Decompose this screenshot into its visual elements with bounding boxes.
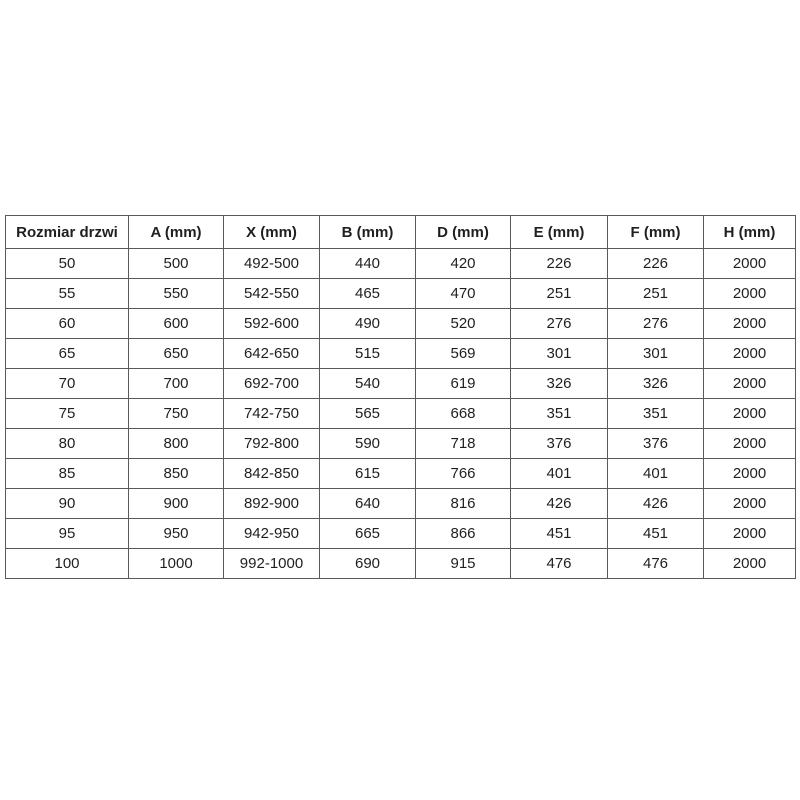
table-cell: 465 — [320, 279, 416, 309]
table-cell: 75 — [6, 399, 129, 429]
column-header-x-mm: X (mm) — [224, 216, 320, 249]
column-header-h-mm: H (mm) — [704, 216, 796, 249]
table-cell: 2000 — [704, 399, 796, 429]
table-cell: 470 — [416, 279, 511, 309]
table-cell: 85 — [6, 459, 129, 489]
column-header-b-mm: B (mm) — [320, 216, 416, 249]
table-cell: 55 — [6, 279, 129, 309]
table-cell: 542-550 — [224, 279, 320, 309]
table-cell: 2000 — [704, 429, 796, 459]
table-row — [6, 519, 796, 549]
table-cell: 326 — [608, 369, 704, 399]
table-cell: 95 — [6, 519, 129, 549]
column-header-e-mm: E (mm) — [511, 216, 608, 249]
table-row — [6, 399, 796, 429]
table-cell: 850 — [129, 459, 224, 489]
table-cell: 326 — [511, 369, 608, 399]
table-cell: 619 — [416, 369, 511, 399]
table-cell: 426 — [608, 489, 704, 519]
table-cell: 440 — [320, 249, 416, 279]
table-cell: 2000 — [704, 309, 796, 339]
table-cell: 426 — [511, 489, 608, 519]
table-cell: 490 — [320, 309, 416, 339]
table-cell: 650 — [129, 339, 224, 369]
table-cell: 251 — [608, 279, 704, 309]
table-cell: 668 — [416, 399, 511, 429]
table-cell: 992-1000 — [224, 549, 320, 579]
table-cell: 642-650 — [224, 339, 320, 369]
table-cell: 376 — [511, 429, 608, 459]
table-cell: 351 — [608, 399, 704, 429]
table-cell: 70 — [6, 369, 129, 399]
table-cell: 800 — [129, 429, 224, 459]
table-cell: 226 — [511, 249, 608, 279]
table-row — [6, 459, 796, 489]
column-header-d-mm: D (mm) — [416, 216, 511, 249]
table-cell: 592-600 — [224, 309, 320, 339]
table-cell: 1000 — [129, 549, 224, 579]
table-cell: 792-800 — [224, 429, 320, 459]
table-row — [6, 369, 796, 399]
table-cell: 569 — [416, 339, 511, 369]
table-cell: 892-900 — [224, 489, 320, 519]
table-cell: 276 — [511, 309, 608, 339]
table-row — [6, 549, 796, 579]
table-cell: 401 — [511, 459, 608, 489]
table-cell: 540 — [320, 369, 416, 399]
table-cell: 301 — [511, 339, 608, 369]
table-cell: 742-750 — [224, 399, 320, 429]
table-cell: 60 — [6, 309, 129, 339]
table-row — [6, 279, 796, 309]
table-cell: 2000 — [704, 279, 796, 309]
table-cell: 915 — [416, 549, 511, 579]
table-cell: 950 — [129, 519, 224, 549]
table-row — [6, 339, 796, 369]
table-cell: 640 — [320, 489, 416, 519]
table-cell: 420 — [416, 249, 511, 279]
table-cell: 226 — [608, 249, 704, 279]
table-cell: 665 — [320, 519, 416, 549]
table-cell: 80 — [6, 429, 129, 459]
table-cell: 476 — [511, 549, 608, 579]
column-header-a-mm: A (mm) — [129, 216, 224, 249]
table-cell: 690 — [320, 549, 416, 579]
table-cell: 451 — [511, 519, 608, 549]
table-cell: 615 — [320, 459, 416, 489]
table-cell: 351 — [511, 399, 608, 429]
table-cell: 2000 — [704, 459, 796, 489]
table-body — [6, 249, 796, 579]
table-cell: 90 — [6, 489, 129, 519]
table-cell: 276 — [608, 309, 704, 339]
table-cell: 251 — [511, 279, 608, 309]
table-cell: 550 — [129, 279, 224, 309]
table-cell: 2000 — [704, 369, 796, 399]
table-cell: 590 — [320, 429, 416, 459]
table-row — [6, 429, 796, 459]
table-cell: 700 — [129, 369, 224, 399]
table-cell: 2000 — [704, 249, 796, 279]
table-cell: 65 — [6, 339, 129, 369]
table-cell: 816 — [416, 489, 511, 519]
column-header-f-mm: F (mm) — [608, 216, 704, 249]
table-cell: 500 — [129, 249, 224, 279]
table-cell: 565 — [320, 399, 416, 429]
table-row — [6, 489, 796, 519]
table-cell: 476 — [608, 549, 704, 579]
table-cell: 750 — [129, 399, 224, 429]
table-cell: 942-950 — [224, 519, 320, 549]
table-cell: 600 — [129, 309, 224, 339]
table-cell: 376 — [608, 429, 704, 459]
table-cell: 866 — [416, 519, 511, 549]
table-cell: 401 — [608, 459, 704, 489]
table-cell: 50 — [6, 249, 129, 279]
table-cell: 2000 — [704, 339, 796, 369]
table-cell: 900 — [129, 489, 224, 519]
table-row — [6, 309, 796, 339]
table-cell: 692-700 — [224, 369, 320, 399]
table-cell: 100 — [6, 549, 129, 579]
header-row — [6, 216, 796, 249]
table-cell: 2000 — [704, 519, 796, 549]
table-cell: 766 — [416, 459, 511, 489]
table-cell: 451 — [608, 519, 704, 549]
door-size-spec-table — [5, 215, 796, 579]
table-cell: 301 — [608, 339, 704, 369]
table-cell: 2000 — [704, 489, 796, 519]
table-cell: 520 — [416, 309, 511, 339]
table-row — [6, 249, 796, 279]
table-cell: 2000 — [704, 549, 796, 579]
table-cell: 515 — [320, 339, 416, 369]
column-header-rozmiar-drzwi: Rozmiar drzwi — [6, 216, 129, 249]
table-cell: 718 — [416, 429, 511, 459]
table-cell: 842-850 — [224, 459, 320, 489]
table-cell: 492-500 — [224, 249, 320, 279]
